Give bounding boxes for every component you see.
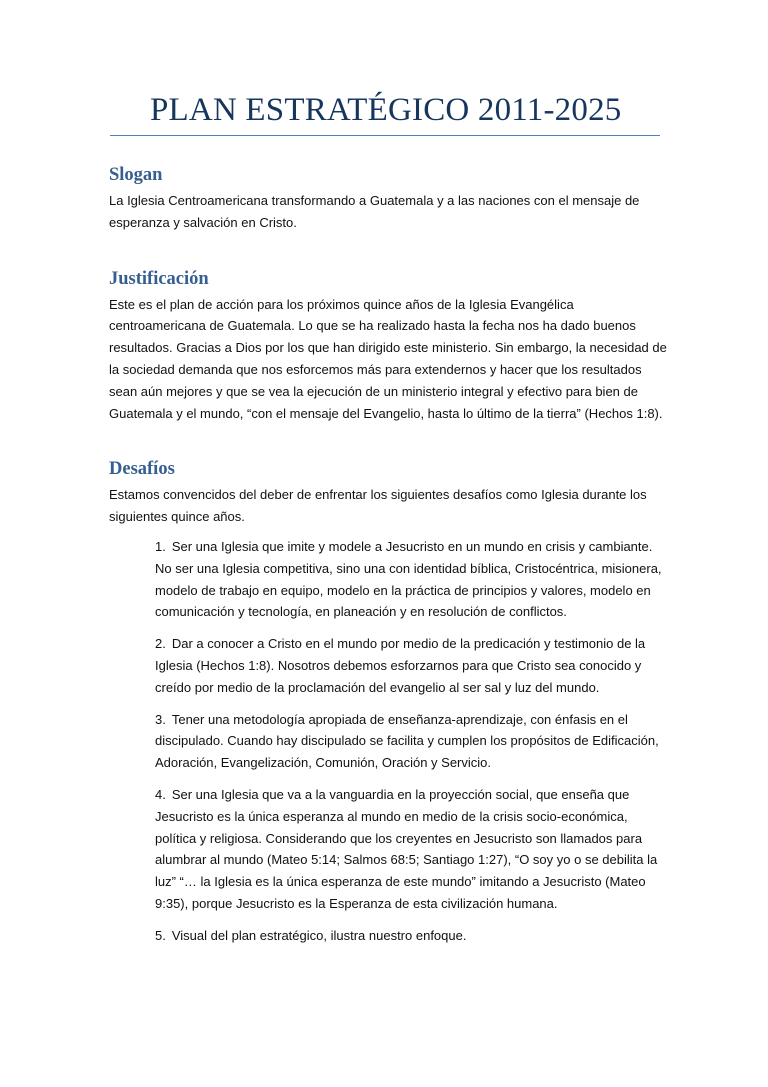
list-item xyxy=(155,536,667,623)
list-item-number: 1. xyxy=(155,538,166,554)
slogan-text: La Iglesia Centroamericana transformando a Guatemala y a las naciones con el mensaje de esperanza y salvación en Cristo. xyxy=(109,193,640,230)
list-item xyxy=(155,633,667,698)
document-body xyxy=(109,160,669,977)
desafios-heading: Desafíos xyxy=(109,459,175,480)
list-item-number: 4. xyxy=(155,786,166,802)
desafios-list xyxy=(155,536,667,947)
list-item xyxy=(155,784,667,915)
list-item-number: 3. xyxy=(155,711,166,727)
list-item-text: Ser una Iglesia que imite y modele a Jesucristo en un mundo en crisis y cambiante. No ser una Iglesia competitiva, sino una con identidad bíblica, Cristocéntrica, misionera, modelo de trabajo en equipo, modelo en la práctica de principios y valores, modelo en comunicación y tecnología, en planeación y en resolución de conflictos. xyxy=(155,538,662,620)
list-item-number: 2. xyxy=(155,636,166,652)
list-item-text: Ser una Iglesia que va a la vanguardia en la proyección social, que enseña que Jesucristo es la única esperanza al mundo en medio de la crisis socio-económica, política y religiosa. Considerando que los creyentes en Jesucristo son llamados para alumbrar al mundo (Mateo 5:14; Salmos 68:5; Santiago 1:27), “O soy yo o se debilita la luz” “… la Iglesia es la única esperanza de este mundo” imitando a Jesucristo (Mateo 9:35), porque Jesucristo es la Esperanza de esta civilización humana. xyxy=(155,786,658,911)
page-title: PLAN ESTRATÉGICO 2011-2025 xyxy=(150,92,622,128)
list-item-text: Tener una metodología apropiada de enseñanza-aprendizaje, con énfasis en el discipulado. Cuando hay discipulado se facilita y cumplen los propósitos de Edificación, Adoración, Evangelización, Comunión, Oración y Servicio. xyxy=(155,711,659,771)
list-item-text: Visual del plan estratégico, ilustra nuestro enfoque. xyxy=(171,927,467,943)
section-justificacion xyxy=(109,264,669,425)
list-item-number: 5. xyxy=(155,927,166,943)
list-item xyxy=(155,709,667,774)
list-item-text: Dar a conocer a Cristo en el mundo por medio de la predicación y testimonio de la Iglesia (Hechos 1:8). Nosotros debemos esforzarnos para que Cristo sea conocido y creído por medio de la proclamación del evangelio al ser sal y luz del mundo. xyxy=(155,636,646,695)
justificacion-heading: Justificación xyxy=(109,268,209,289)
slogan-heading: Slogan xyxy=(109,165,163,185)
section-slogan xyxy=(109,160,669,234)
title-underline xyxy=(110,135,660,136)
desafios-intro: Estamos convencidos del deber de enfrentar los siguientes desafíos como Iglesia durante los siguientes quince años. xyxy=(109,487,647,525)
section-desafios xyxy=(109,454,669,946)
justificacion-text: Este es el plan de acción para los próximos quince años de la Iglesia Evangélica centroamericana de Guatemala. Lo que se ha realizado hasta la fecha nos ha dado buenos resultados. Gracias a Dios por los que han dirigido este ministerio. Sin embargo, la necesidad de la sociedad demanda que nos esforcemos más para extendernos y hacer que los resultados sean aún mejores y que se vea la ejecución de un ministerio integral y efectivo para bien de Guatemala y el mundo, “con el mensaje del Evangelio, hasta lo último de la tierra” (Hechos 1:8). xyxy=(109,296,667,421)
list-item xyxy=(155,925,667,947)
